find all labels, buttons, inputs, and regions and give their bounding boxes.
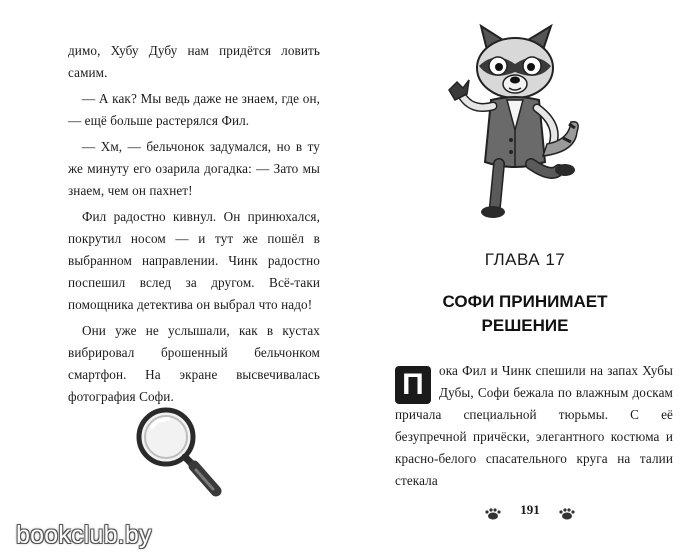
chapter-label: ГЛАВА 17 — [484, 250, 566, 269]
watermark: bookclub.by — [16, 521, 152, 549]
paragraph: — Хм, — бельчонок задумался, но в ту же минуту его озарила догадка: — Зато мы знаем, чем он пахнет! — [68, 139, 320, 198]
chapter-title — [350, 290, 700, 338]
left-page-text — [68, 40, 320, 408]
paragraph: димо, Хубу Дубу нам придётся ловить самим. — [68, 43, 320, 80]
paragraph: Они уже не услышали, как в кустах вибрировал брошенный бельчонком смартфон. На экране высвечивалась фотография Софи. — [68, 323, 320, 404]
page-number: 191 — [520, 502, 540, 517]
paragraph-body: ока Фил и Чинк спешили на запах Хубы Дубы, Софи бежала по влажным доскам причала специальной тюрьмы. С её безупречной причёски, элегантного костюма и красно-белого спасательного круга на талии стекала — [395, 363, 673, 488]
paragraph — [395, 360, 673, 492]
chapter-title-line: РЕШЕНИЕ — [481, 316, 569, 335]
magnifying-glass-icon — [132, 405, 227, 505]
drop-cap: П — [395, 366, 431, 404]
right-page-text — [395, 360, 673, 492]
chapter-title-line: СОФИ ПРИНИМАЕТ — [442, 292, 608, 311]
paragraph: — А как? Мы ведь даже не знаем, где он, — ещё больше растерялся Фил. — [68, 91, 320, 128]
paw-print-icon — [484, 508, 502, 520]
paragraph: Фил радостно кивнул. Он принюхался, покрутил носом — и тут же пошёл в выбранном направлении. Чинк радостно поспешил вслед за другом. Всё-таки помощника детектива он выбрал что надо! — [68, 209, 320, 312]
page-folio — [480, 500, 580, 524]
raccoon-detective-illustration — [435, 20, 595, 230]
paw-print-icon — [558, 508, 576, 520]
